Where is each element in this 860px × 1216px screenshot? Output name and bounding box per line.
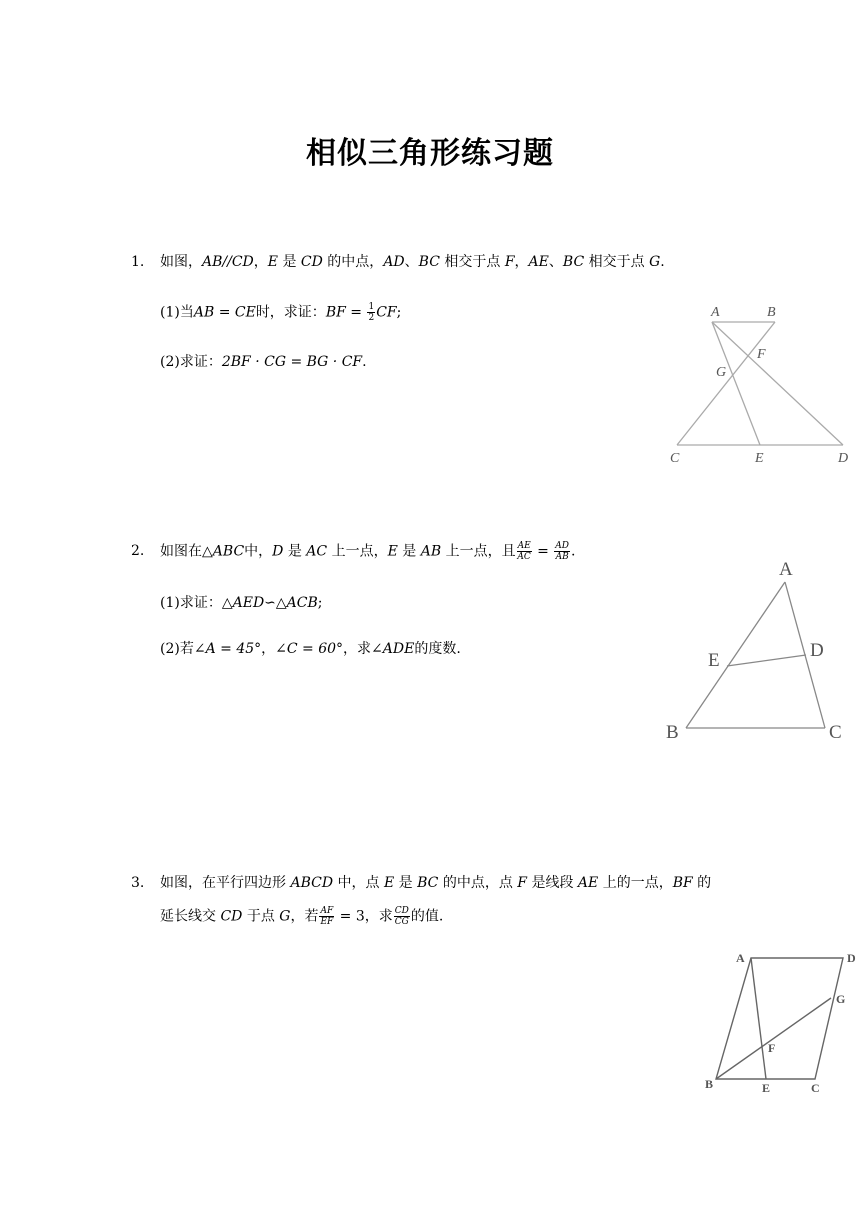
segment-bg <box>716 998 831 1079</box>
label-b: B <box>705 1077 714 1091</box>
problem-3-number: 3. <box>131 875 145 891</box>
label-b: B <box>767 305 776 320</box>
fraction-ad-ab: $\frac{AD}{AB}$ <box>555 541 570 562</box>
parallelogram-abcd <box>716 958 846 1079</box>
label-c: C <box>670 451 680 466</box>
fraction-cd-cg: $\frac{CD}{CG}$ <box>394 906 409 927</box>
label-g: G <box>716 365 727 380</box>
label-f: F <box>757 347 766 362</box>
label-a: A <box>779 559 793 580</box>
problem-1-stem: 如图，AB//CD，E 是 CD 的中点，AD、BC 相交于点 F，AE、BC 相交于点 G. <box>160 254 665 270</box>
segment-ed <box>727 655 806 666</box>
problem-2-part-1: (1)求证：△AED∽△ACB; <box>160 595 323 611</box>
page-title: 相似三角形练习题 <box>306 136 554 171</box>
problem-1-part-2: (2)求证：2BF · CG = BG · CF. <box>160 354 367 370</box>
label-a: A <box>711 305 720 320</box>
label-a: A <box>736 951 745 965</box>
label-e: E <box>762 1081 771 1095</box>
label-d: D <box>847 951 856 965</box>
label-e: E <box>708 650 720 671</box>
segment-ae <box>751 958 766 1079</box>
problem-2-stem: 如图在△ABC中，D 是 AC 上一点，E 是 AB 上一点，且 $\frac{AE}{AC}$ = $\frac{AD}{AB}$ . <box>160 541 576 562</box>
segment-ad <box>712 322 843 445</box>
segment-ac <box>785 582 825 728</box>
label-c: C <box>811 1081 820 1095</box>
segment-bc <box>677 322 775 445</box>
label-d: D <box>810 640 824 661</box>
label-g: G <box>836 992 846 1006</box>
label-c: C <box>829 722 842 743</box>
problem-3-stem-line-2: 延长线交 CD 于点 G，若 $\frac{AF}{EF}$ = 3，求 $\frac{CD}{CG}$ 的值. <box>160 906 444 927</box>
label-e: E <box>755 451 764 466</box>
segment-ae <box>712 322 760 445</box>
problem-2-part-2: (2)若∠A = 45°，∠C = 60°，求∠ADE的度数. <box>160 641 461 657</box>
label-f: F <box>768 1041 776 1055</box>
fraction-one-half: $\frac{1}{2}$ <box>368 302 375 323</box>
label-b: B <box>666 722 679 743</box>
fraction-af-ef: $\frac{AF}{EF}$ <box>320 906 334 927</box>
fraction-ae-ac: $\frac{AE}{AC}$ <box>517 541 531 562</box>
problem-3-stem-line-1: 如图，在平行四边形 ABCD 中，点 E 是 BC 的中点，点 F 是线段 AE 上的一点，BF 的 <box>160 875 712 891</box>
segment-ab <box>686 582 785 728</box>
label-d: D <box>838 451 849 466</box>
problem-2-number: 2. <box>131 543 145 559</box>
problem-1-number: 1. <box>131 254 145 270</box>
problem-1-part-1: (1)当AB = CE时，求证：BF = $\frac{1}{2}$ CF; <box>160 302 402 323</box>
